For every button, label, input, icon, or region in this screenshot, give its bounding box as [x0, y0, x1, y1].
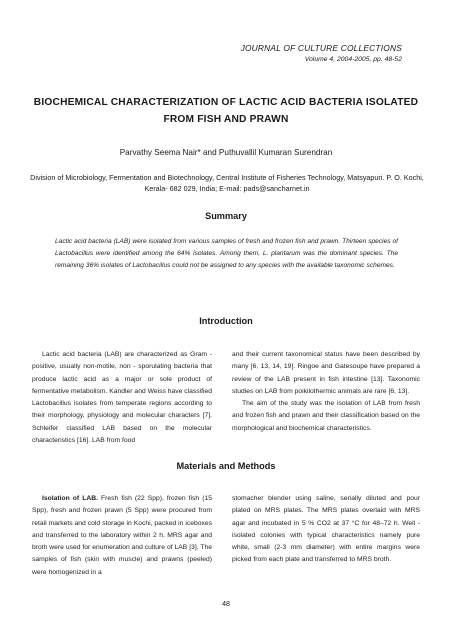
methods-runin-heading: Isolation of LAB. [42, 495, 98, 502]
author-affiliation: Division of Microbiology, Fermentation and Biotechnology, Central Institute of Fisheries Technology, Matsyapuri. P. O. Kochi, Kerala- 682 029, India; E-mail: pads@sancharnet.in [30, 173, 424, 193]
intro-left-column [32, 349, 212, 447]
article-title: BIOCHEMICAL CHARACTERIZATION OF LACTIC ACID BACTERIA ISOLATED FROM FISH AND PRAWN [33, 97, 419, 125]
methods-left-text: Fresh fish (22 Spp), frozen fish (15 Spp), fresh and frozen prawn (5 Spp) were procured from retail markets and cold storage in Kochi, packed in iceboxes and transferred to the laboratory within 2 h. MRS agar and broth were used for enumeration and culture of LAB [3]. The samples of fish (skin with muscle) and prawns (peeled) were homogenized in a [32, 495, 212, 576]
intro-right-paragraph-1: and their current taxonomical status have been described by many [6, 13, 14, 19]. Ringoe and Gatesoupe have prepared a review of the LAB present in fish intestine [13]. Taxonomic studies on LAB from poikilothermic animals are rare [6, 13]. [232, 351, 420, 395]
page-number: 48 [222, 601, 230, 608]
summary-text: Lactic acid bacteria (LAB) were isolated from various samples of fresh and frozen fish and prawn. Thirteen species of Lactobacillus were identified among the 64% isolates. Among them, L. plantarum was the dominant species. The remaining 36% isolates of Lactobacillus could not be assigned to any species with the available taxonomic schemes. [55, 238, 398, 269]
journal-name: JOURNAL OF CULTURE COLLECTIONS [240, 43, 402, 53]
intro-right-paragraph-2: The aim of the study was the isolation of LAB from fresh and frozen fish and prawn and their classification based on the morphological and biochemical characteristics. [232, 400, 420, 432]
introduction-heading: Introduction [199, 316, 253, 326]
intro-left-paragraph: Lactic acid bacteria (LAB) are characterized as Gram - positive, usually non-motile, non - sporulating bacteria that produce lactic acid as a major or sole product of fermentative metabolism. Kandler and Weiss have classified Lactobacillus isolates from temperate regions according to their morphology, physiology and molecular characters [7]. Schleifer classified LAB based on the molecular characteristics [16]. LAB from food [32, 351, 212, 445]
methods-left-column [32, 493, 212, 579]
methods-heading: Materials and Methods [176, 461, 276, 471]
article-authors: Parvathy Seema Nair* and Puthuvallil Kumaran Surendran [119, 148, 333, 157]
intro-right-column [232, 349, 420, 435]
volume-info: Volume 4, 2004-2005, pp. 48-52 [304, 56, 402, 63]
summary-heading: Summary [205, 211, 247, 221]
journal-header [241, 42, 402, 66]
methods-left-paragraph [32, 493, 212, 579]
methods-right-paragraph: stomacher blender using saline, serially diluted and pour plated on MRS plates. The MRS plates overlaid with MRS agar and incubated in 5 % CO2 at 37 °C for 48–72 h. Well - isolated colonies with typical characteristics namely pure white, small (2-3 mm diameter) with entire margins were picked from each plate and transferred to MRS broth. [232, 495, 420, 564]
methods-right-column [232, 493, 420, 567]
